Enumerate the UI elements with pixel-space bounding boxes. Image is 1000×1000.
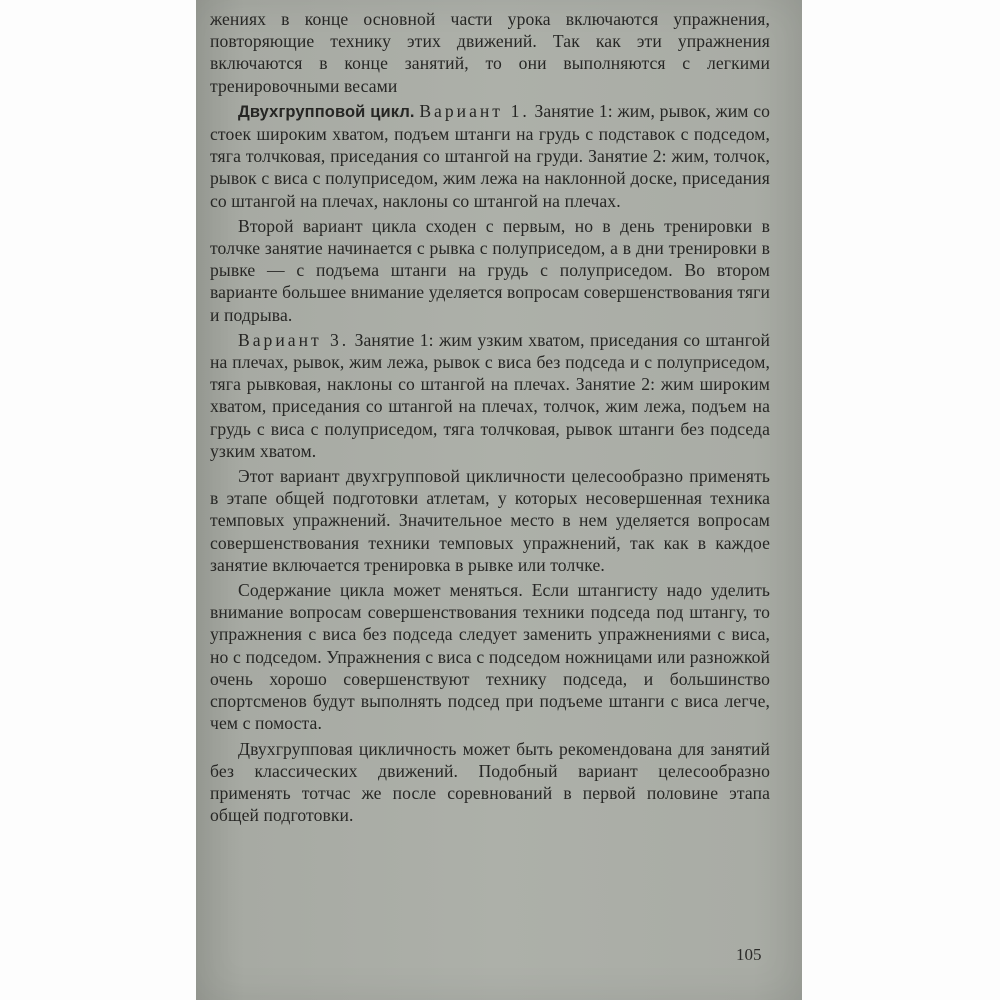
page-text (210, 8, 770, 826)
variant-label: Вариант 1. (419, 100, 530, 121)
paragraph: Содержание цикла может меняться. Если штангисту надо уделить внимание вопросам совершенствования техники подседа под штангу, то упражнения с виса без подседа следует заменить упражнениями с виса, но с подседом. Упражнения с виса с подседом ножницами или разножкой очень хорошо совершенствуют технику подседа, и большинство спортсменов будут выполнять подсед при подъеме штанги с виса легче, чем с помоста. (210, 580, 770, 734)
variant-label: Вариант 3. (238, 329, 350, 350)
paragraph: жениях в конце основной части урока включаются упражнения, повторяющие технику этих движений. Так как эти упражнения включаются в конце занятий, то они выполняются с легкими тренировочными весами (210, 9, 770, 96)
paragraph-text: Занятие 1: жим узким хватом, приседания со штангой на плечах, рывок, жим лежа, рывок с виса без подседа и с полуприседом, тяга рывковая, наклоны со штангой на плечах. Занятие 2: жим широким хватом, приседания со штангой на плечах, толчок, жим лежа, подъем на грудь с виса с полуприседом, тяга толчковая, рывок штанги без подседа узким хватом. (210, 329, 770, 461)
paragraph (210, 329, 770, 462)
page-number: 105 (736, 945, 762, 964)
paragraph: Второй вариант цикла сходен с первым, но в день тренировки в толчке занятие начинается с рывка с полуприседом, а в дни тренировки в рывке — с подъема штанги на грудь с полуприседом. Во втором варианте большее внимание уделяется вопросам совершенствования тяги и подрыва. (210, 215, 770, 325)
paragraph (210, 100, 770, 212)
paragraph: Этот вариант двухгрупповой цикличности целесообразно применять в этапе общей подготовки атлетам, у которых несовершенная техника темповых упражнений. Значительное место в нем уделяется вопросам совершенствования техники темповых упражнений, так как в каждое занятие включается тренировка в рывке или толчке. (210, 466, 770, 575)
paragraph-text: Занятие 1: жим, рывок, жим со стоек широким хватом, подъем штанги на грудь с подставок с подседом, тяга толчковая, приседания со штангой на груди. Занятие 2: жим, толчок, рывок с виса с полуприседом, жим лежа на наклонной доске, приседания со штангой на плечах, наклоны со штангой на плечах. (210, 100, 771, 211)
paragraph: Двухгрупповая цикличность может быть рекомендована для занятий без классических движений. Подобный вариант целесообразно применять тотчас же после соревнований в первой половине этапа общей подготовки. (210, 738, 770, 826)
section-heading: Двухгрупповой цикл. (238, 102, 415, 121)
